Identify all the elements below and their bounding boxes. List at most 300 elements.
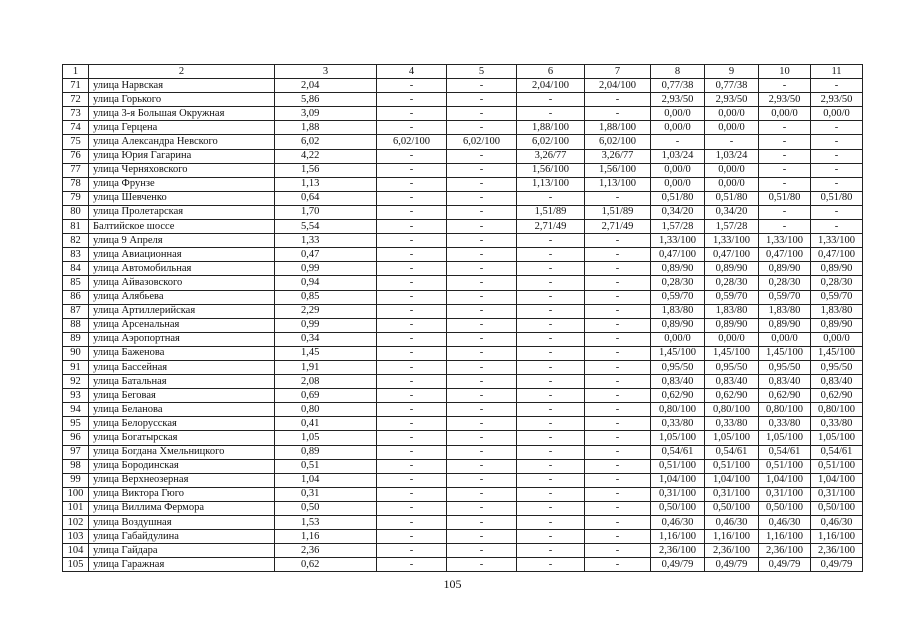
street-name-cell: улица 9 Апреля <box>89 234 275 248</box>
value-cell: - <box>377 149 447 163</box>
value-cell: 2,71/49 <box>585 220 651 234</box>
value-cell: 0,51/100 <box>651 459 705 473</box>
street-name-cell: улица Габайдулина <box>89 530 275 544</box>
value-cell: 0,00/0 <box>651 163 705 177</box>
value-cell: - <box>377 346 447 360</box>
value-cell: 1,16/100 <box>811 530 863 544</box>
street-name-cell: улица Фрунзе <box>89 177 275 191</box>
value-cell: 1,83/80 <box>759 304 811 318</box>
table-row <box>63 262 863 276</box>
value-cell: - <box>517 417 585 431</box>
value-cell: 3,26/77 <box>585 149 651 163</box>
street-name-cell: улица Виктора Гюго <box>89 487 275 501</box>
value-cell: - <box>377 516 447 530</box>
value-cell: - <box>517 346 585 360</box>
value-cell: 1,13/100 <box>585 177 651 191</box>
value-cell: 0,59/70 <box>651 290 705 304</box>
value-cell: 0,34 <box>275 332 377 346</box>
value-cell: 0,85 <box>275 290 377 304</box>
street-name-cell: улица Аэропортная <box>89 332 275 346</box>
table-row <box>63 360 863 374</box>
value-cell: - <box>377 487 447 501</box>
value-cell: 0,59/70 <box>759 290 811 304</box>
value-cell: 1,45/100 <box>759 346 811 360</box>
value-cell: 1,16/100 <box>759 530 811 544</box>
value-cell: 0,28/30 <box>705 276 759 290</box>
value-cell: 1,13/100 <box>517 177 585 191</box>
value-cell: 2,93/50 <box>811 93 863 107</box>
value-cell: 0,77/38 <box>705 79 759 93</box>
value-cell: - <box>447 248 517 262</box>
row-number-cell: 91 <box>63 360 89 374</box>
value-cell: - <box>447 304 517 318</box>
street-name-cell: улица Айвазовского <box>89 276 275 290</box>
value-cell: 0,00/0 <box>759 107 811 121</box>
value-cell: 0,51/100 <box>811 459 863 473</box>
value-cell: 0,83/40 <box>811 375 863 389</box>
street-name-cell: улица Горького <box>89 93 275 107</box>
value-cell: - <box>447 318 517 332</box>
value-cell: - <box>585 487 651 501</box>
value-cell: - <box>377 403 447 417</box>
value-cell: - <box>377 205 447 219</box>
value-cell: 0,31/100 <box>705 487 759 501</box>
value-cell: 1,16/100 <box>651 530 705 544</box>
row-number-cell: 74 <box>63 121 89 135</box>
value-cell: - <box>447 93 517 107</box>
value-cell: - <box>377 318 447 332</box>
row-number-cell: 97 <box>63 445 89 459</box>
value-cell: 2,36/100 <box>759 544 811 558</box>
value-cell: 0,28/30 <box>811 276 863 290</box>
value-cell: 2,36/100 <box>705 544 759 558</box>
value-cell: - <box>759 79 811 93</box>
value-cell: 0,59/70 <box>811 290 863 304</box>
table-row <box>63 473 863 487</box>
value-cell: 0,47/100 <box>759 248 811 262</box>
value-cell: - <box>585 558 651 572</box>
value-cell: 1,13 <box>275 177 377 191</box>
table-row <box>63 530 863 544</box>
row-number-cell: 100 <box>63 487 89 501</box>
value-cell: 1,57/28 <box>651 220 705 234</box>
value-cell: - <box>377 459 447 473</box>
value-cell: 1,05/100 <box>705 431 759 445</box>
row-number-cell: 90 <box>63 346 89 360</box>
row-number-cell: 77 <box>63 163 89 177</box>
value-cell: - <box>517 403 585 417</box>
table-row <box>63 558 863 572</box>
street-name-cell: улица Юрия Гагарина <box>89 149 275 163</box>
value-cell: - <box>585 501 651 515</box>
value-cell: - <box>517 93 585 107</box>
value-cell: - <box>517 375 585 389</box>
value-cell: - <box>517 234 585 248</box>
value-cell: - <box>447 431 517 445</box>
roads-table <box>62 64 863 572</box>
table-row <box>63 205 863 219</box>
value-cell: - <box>447 262 517 276</box>
street-name-cell: улица Александра Невского <box>89 135 275 149</box>
value-cell: 0,00/0 <box>811 332 863 346</box>
value-cell: - <box>377 248 447 262</box>
value-cell: 0,62/90 <box>811 389 863 403</box>
value-cell: 0,33/80 <box>651 417 705 431</box>
value-cell: 0,99 <box>275 318 377 332</box>
street-name-cell: улица Белорусская <box>89 417 275 431</box>
table-body <box>63 79 863 572</box>
value-cell: - <box>811 205 863 219</box>
value-cell: 1,16/100 <box>705 530 759 544</box>
value-cell: - <box>447 459 517 473</box>
value-cell: 0,00/0 <box>811 107 863 121</box>
value-cell: - <box>377 375 447 389</box>
row-number-cell: 93 <box>63 389 89 403</box>
value-cell: - <box>585 473 651 487</box>
value-cell: 4,22 <box>275 149 377 163</box>
value-cell: - <box>759 163 811 177</box>
value-cell: 0,46/30 <box>651 516 705 530</box>
value-cell: - <box>447 530 517 544</box>
value-cell: - <box>377 79 447 93</box>
value-cell: 0,83/40 <box>651 375 705 389</box>
value-cell: - <box>377 262 447 276</box>
header-cell: 5 <box>447 65 517 79</box>
street-name-cell: улица Баженова <box>89 346 275 360</box>
row-number-cell: 79 <box>63 191 89 205</box>
value-cell: 0,89/90 <box>651 318 705 332</box>
value-cell: 0,89/90 <box>811 262 863 276</box>
value-cell: - <box>517 262 585 276</box>
value-cell: 0,28/30 <box>651 276 705 290</box>
value-cell: - <box>517 304 585 318</box>
row-number-cell: 99 <box>63 473 89 487</box>
value-cell: 2,93/50 <box>651 93 705 107</box>
street-name-cell: улица Шевченко <box>89 191 275 205</box>
value-cell: - <box>377 234 447 248</box>
value-cell: - <box>585 191 651 205</box>
value-cell: 1,33 <box>275 234 377 248</box>
header-cell: 2 <box>89 65 275 79</box>
value-cell: - <box>585 417 651 431</box>
street-name-cell: улица Беланова <box>89 403 275 417</box>
value-cell: 2,08 <box>275 375 377 389</box>
table-row <box>63 107 863 121</box>
value-cell: - <box>585 93 651 107</box>
value-cell: 0,50/100 <box>759 501 811 515</box>
value-cell: 2,71/49 <box>517 220 585 234</box>
value-cell: - <box>447 501 517 515</box>
row-number-cell: 80 <box>63 205 89 219</box>
street-name-cell: улица Виллима Фермора <box>89 501 275 515</box>
value-cell: 0,31 <box>275 487 377 501</box>
value-cell: 0,31/100 <box>811 487 863 501</box>
street-name-cell: улица Алябьева <box>89 290 275 304</box>
value-cell: - <box>517 360 585 374</box>
table-row <box>63 346 863 360</box>
value-cell: 1,56/100 <box>517 163 585 177</box>
value-cell: 1,04/100 <box>759 473 811 487</box>
value-cell: - <box>585 389 651 403</box>
row-number-cell: 94 <box>63 403 89 417</box>
table-row <box>63 417 863 431</box>
table-row <box>63 290 863 304</box>
value-cell: 0,51/100 <box>759 459 811 473</box>
value-cell: - <box>447 121 517 135</box>
value-cell: 2,36/100 <box>651 544 705 558</box>
value-cell: 0,33/80 <box>811 417 863 431</box>
value-cell: 0,89/90 <box>651 262 705 276</box>
street-name-cell: улица Гайдара <box>89 544 275 558</box>
value-cell: 2,36 <box>275 544 377 558</box>
value-cell: 0,62/90 <box>759 389 811 403</box>
table-row <box>63 431 863 445</box>
value-cell: 0,77/38 <box>651 79 705 93</box>
value-cell: 1,45 <box>275 346 377 360</box>
value-cell: - <box>517 558 585 572</box>
value-cell: - <box>447 516 517 530</box>
table-row <box>63 191 863 205</box>
table-row <box>63 93 863 107</box>
value-cell: - <box>585 544 651 558</box>
value-cell: 0,00/0 <box>705 121 759 135</box>
table-row <box>63 516 863 530</box>
value-cell: - <box>585 262 651 276</box>
value-cell: - <box>517 276 585 290</box>
value-cell: 0,54/61 <box>759 445 811 459</box>
value-cell: - <box>585 431 651 445</box>
street-name-cell: улица Герцена <box>89 121 275 135</box>
value-cell: 0,00/0 <box>705 107 759 121</box>
value-cell: - <box>585 516 651 530</box>
value-cell: 0,62/90 <box>651 389 705 403</box>
value-cell: 1,88/100 <box>585 121 651 135</box>
value-cell: - <box>585 445 651 459</box>
table-row <box>63 79 863 93</box>
table-row <box>63 149 863 163</box>
value-cell: 0,46/30 <box>811 516 863 530</box>
value-cell: 0,41 <box>275 417 377 431</box>
header-cell: 10 <box>759 65 811 79</box>
table-header-row <box>63 65 863 79</box>
table-row <box>63 163 863 177</box>
street-name-cell: улица Гаражная <box>89 558 275 572</box>
value-cell: 0,00/0 <box>759 332 811 346</box>
value-cell: 0,54/61 <box>705 445 759 459</box>
row-number-cell: 85 <box>63 276 89 290</box>
value-cell: 1,04 <box>275 473 377 487</box>
value-cell: 0,89/90 <box>705 262 759 276</box>
page-number: 105 <box>443 577 462 591</box>
table-row <box>63 276 863 290</box>
value-cell: - <box>377 290 447 304</box>
value-cell: - <box>447 389 517 403</box>
value-cell: - <box>585 332 651 346</box>
value-cell: 0,54/61 <box>811 445 863 459</box>
value-cell: - <box>585 459 651 473</box>
value-cell: - <box>377 389 447 403</box>
table-row <box>63 135 863 149</box>
value-cell: - <box>517 445 585 459</box>
value-cell: - <box>585 234 651 248</box>
value-cell: 1,45/100 <box>651 346 705 360</box>
table-row <box>63 544 863 558</box>
street-name-cell: улица Авиационная <box>89 248 275 262</box>
value-cell: - <box>585 276 651 290</box>
value-cell: - <box>585 248 651 262</box>
value-cell: - <box>585 360 651 374</box>
value-cell: - <box>447 417 517 431</box>
value-cell: 1,83/80 <box>705 304 759 318</box>
street-name-cell: улица Нарвская <box>89 79 275 93</box>
value-cell: 1,03/24 <box>705 149 759 163</box>
street-name-cell: улица Богатырская <box>89 431 275 445</box>
value-cell: 0,28/30 <box>759 276 811 290</box>
row-number-cell: 82 <box>63 234 89 248</box>
row-number-cell: 92 <box>63 375 89 389</box>
value-cell: 1,05/100 <box>651 431 705 445</box>
row-number-cell: 95 <box>63 417 89 431</box>
value-cell: 0,80/100 <box>759 403 811 417</box>
value-cell: 0,59/70 <box>705 290 759 304</box>
value-cell: 0,99 <box>275 262 377 276</box>
value-cell: - <box>377 163 447 177</box>
value-cell: - <box>811 121 863 135</box>
value-cell: 2,29 <box>275 304 377 318</box>
value-cell: 0,33/80 <box>759 417 811 431</box>
value-cell: 0,31/100 <box>651 487 705 501</box>
row-number-cell: 101 <box>63 501 89 515</box>
row-number-cell: 72 <box>63 93 89 107</box>
value-cell: 0,95/50 <box>811 360 863 374</box>
value-cell: 1,83/80 <box>651 304 705 318</box>
table-row <box>63 445 863 459</box>
value-cell: 0,33/80 <box>705 417 759 431</box>
value-cell: - <box>651 135 705 149</box>
value-cell: 6,02 <box>275 135 377 149</box>
value-cell: 0,80 <box>275 403 377 417</box>
value-cell: 1,33/100 <box>651 234 705 248</box>
value-cell: - <box>517 332 585 346</box>
value-cell: - <box>447 290 517 304</box>
value-cell: - <box>447 360 517 374</box>
value-cell: - <box>447 276 517 290</box>
value-cell: 1,04/100 <box>705 473 759 487</box>
value-cell: - <box>447 205 517 219</box>
value-cell: - <box>811 177 863 191</box>
value-cell: 5,54 <box>275 220 377 234</box>
value-cell: - <box>447 445 517 459</box>
value-cell: - <box>517 544 585 558</box>
value-cell: 0,80/100 <box>705 403 759 417</box>
value-cell: - <box>517 516 585 530</box>
value-cell: - <box>377 177 447 191</box>
value-cell: - <box>447 375 517 389</box>
table-row <box>63 121 863 135</box>
value-cell: 0,47/100 <box>811 248 863 262</box>
value-cell: 1,05/100 <box>811 431 863 445</box>
value-cell: - <box>759 121 811 135</box>
street-name-cell: улица Бассейная <box>89 360 275 374</box>
value-cell: 0,51/80 <box>811 191 863 205</box>
value-cell: 0,51 <box>275 459 377 473</box>
value-cell: - <box>377 191 447 205</box>
value-cell: - <box>447 403 517 417</box>
street-name-cell: улица 3-я Большая Окружная <box>89 107 275 121</box>
value-cell: - <box>377 417 447 431</box>
value-cell: - <box>447 177 517 191</box>
value-cell: 1,33/100 <box>811 234 863 248</box>
document-page <box>62 64 862 572</box>
value-cell: 6,02/100 <box>585 135 651 149</box>
table-row <box>63 304 863 318</box>
table-row <box>63 248 863 262</box>
row-number-cell: 76 <box>63 149 89 163</box>
value-cell: 0,62/90 <box>705 389 759 403</box>
value-cell: - <box>585 530 651 544</box>
value-cell: - <box>377 544 447 558</box>
header-cell: 1 <box>63 65 89 79</box>
value-cell: - <box>517 191 585 205</box>
value-cell: 1,04/100 <box>651 473 705 487</box>
table-row <box>63 501 863 515</box>
row-number-cell: 102 <box>63 516 89 530</box>
value-cell: 0,80/100 <box>651 403 705 417</box>
value-cell: - <box>517 431 585 445</box>
street-name-cell: улица Батальная <box>89 375 275 389</box>
value-cell: 0,89/90 <box>811 318 863 332</box>
row-number-cell: 105 <box>63 558 89 572</box>
value-cell: - <box>447 332 517 346</box>
value-cell: 0,89/90 <box>705 318 759 332</box>
row-number-cell: 98 <box>63 459 89 473</box>
value-cell: - <box>447 234 517 248</box>
value-cell: - <box>447 544 517 558</box>
value-cell: 2,04/100 <box>585 79 651 93</box>
table-row <box>63 459 863 473</box>
value-cell: 0,00/0 <box>651 121 705 135</box>
value-cell: - <box>517 530 585 544</box>
value-cell: - <box>447 79 517 93</box>
street-name-cell: улица Черняховского <box>89 163 275 177</box>
value-cell: - <box>377 445 447 459</box>
value-cell: - <box>811 135 863 149</box>
value-cell: - <box>377 304 447 318</box>
table-row <box>63 318 863 332</box>
row-number-cell: 75 <box>63 135 89 149</box>
row-number-cell: 86 <box>63 290 89 304</box>
street-name-cell: улица Беговая <box>89 389 275 403</box>
row-number-cell: 89 <box>63 332 89 346</box>
value-cell: - <box>517 290 585 304</box>
value-cell: 0,89/90 <box>759 262 811 276</box>
street-name-cell: улица Артиллерийская <box>89 304 275 318</box>
value-cell: 0,51/80 <box>705 191 759 205</box>
value-cell: 2,04 <box>275 79 377 93</box>
value-cell: - <box>447 558 517 572</box>
value-cell: 0,00/0 <box>705 163 759 177</box>
value-cell: - <box>811 149 863 163</box>
value-cell: - <box>377 501 447 515</box>
value-cell: 2,93/50 <box>705 93 759 107</box>
value-cell: 0,34/20 <box>651 205 705 219</box>
value-cell: 1,88 <box>275 121 377 135</box>
table-row <box>63 177 863 191</box>
value-cell: - <box>377 121 447 135</box>
value-cell: 0,51/80 <box>759 191 811 205</box>
value-cell: - <box>377 276 447 290</box>
value-cell: - <box>377 220 447 234</box>
